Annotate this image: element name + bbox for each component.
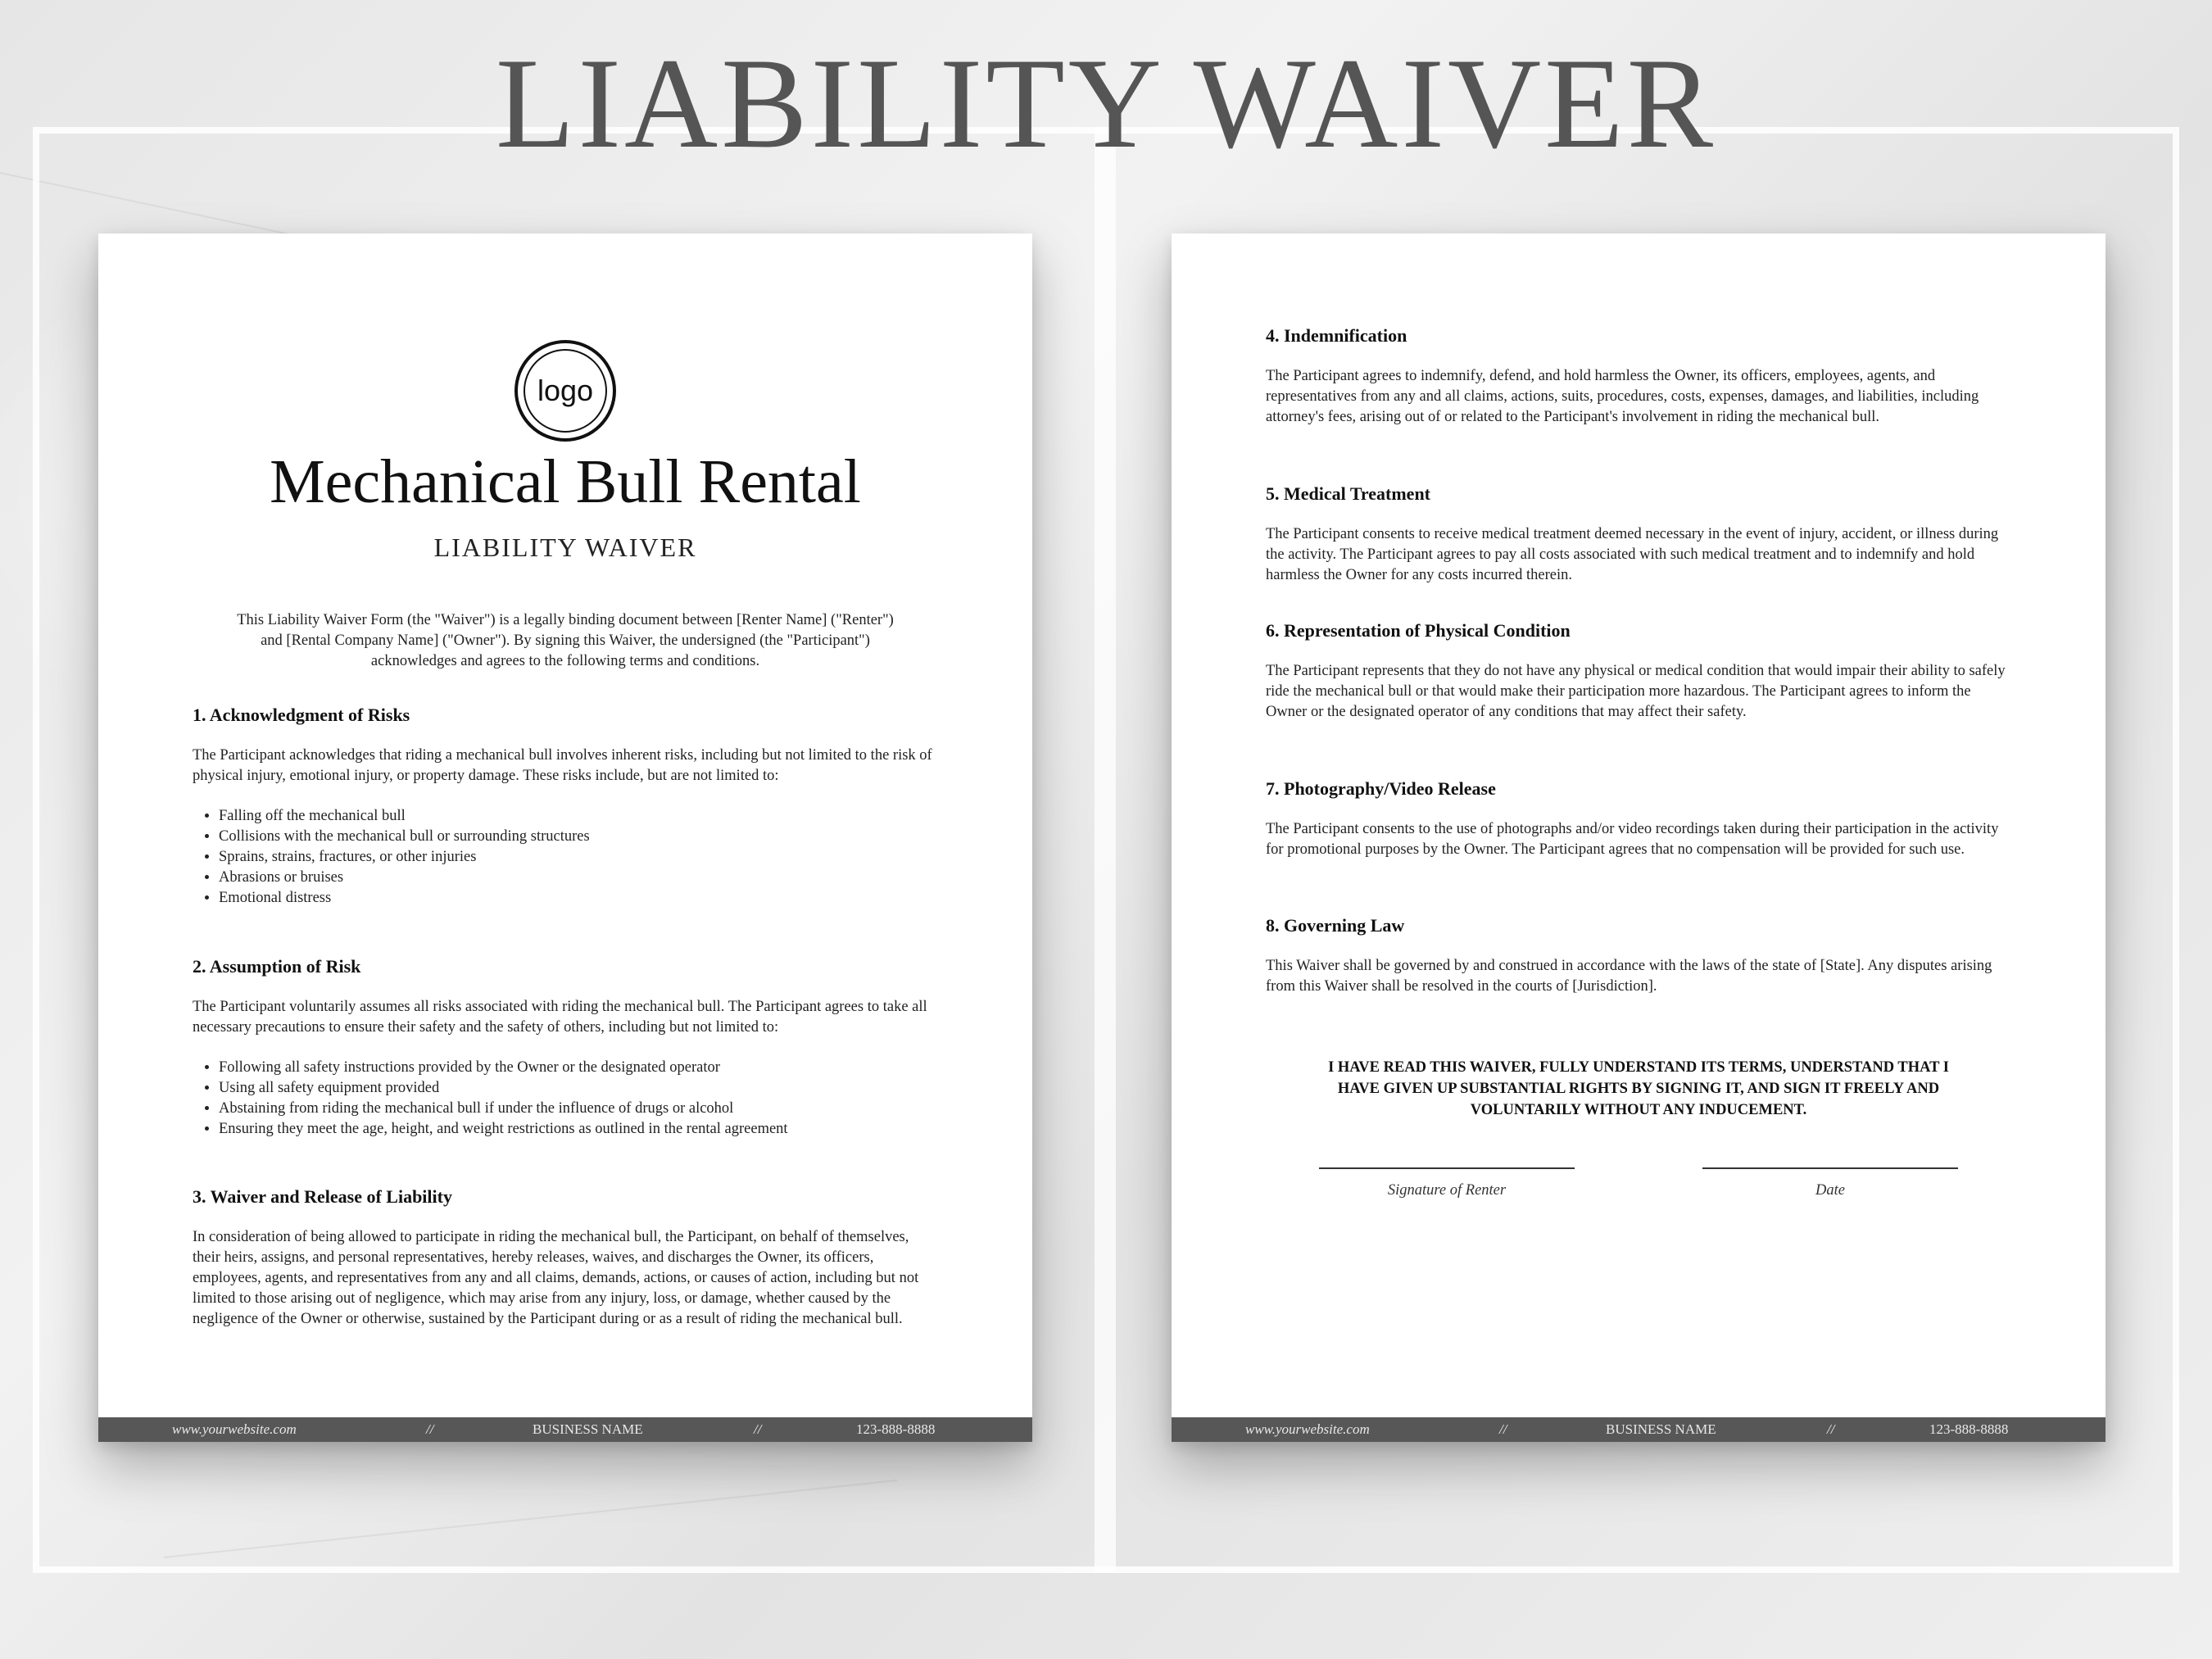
- section-heading: 6. Representation of Physical Condition: [1266, 620, 1571, 641]
- section-heading: 3. Waiver and Release of Liability: [193, 1186, 452, 1207]
- list-item: • Sprains, strains, fractures, or other injuries: [219, 847, 938, 868]
- page-footer: [98, 1417, 1032, 1442]
- document-title: Mechanical Bull Rental: [270, 447, 861, 516]
- date-line: [1702, 1167, 1958, 1169]
- section-assumption-of-risk: [193, 956, 938, 1140]
- risk-list: [193, 806, 938, 909]
- date-label: Date: [1815, 1182, 1845, 1199]
- acknowledgment-statement: I HAVE READ THIS WAIVER, FULLY UNDERSTAND ITS TERMS, UNDERSTAND THAT I HAVE GIVEN UP SUBSTANTIAL RIGHTS BY SIGNING IT, AND SIGN IT FREELY AND VOLUNTARILY WITHOUT ANY INDUCEMENT.: [1328, 1059, 1949, 1118]
- list-item: • Collisions with the mechanical bull or surrounding structures: [219, 827, 938, 847]
- section-acknowledgment-of-risks: [193, 705, 938, 909]
- footer-separator: //: [426, 1421, 434, 1437]
- list-item: • Following all safety instructions provided by the Owner or the designated operator: [219, 1058, 938, 1078]
- document-subtitle: LIABILITY WAIVER: [433, 533, 697, 562]
- footer-website: www.yourwebsite.com: [172, 1421, 297, 1437]
- section-physical-condition: [1266, 620, 2011, 723]
- list-item: • Emotional distress: [219, 888, 938, 909]
- footer-separator: //: [754, 1421, 762, 1437]
- section-body: The Participant agrees to indemnify, defend, and hold harmless the Owner, its officers, employees, agents, and representatives from any and all claims, actions, suits, procedures, costs, expenses, damages, and liabilities, including attorney's fees, arising out of or related to the Participant's involvement in riding the mechanical bull.: [1266, 368, 1979, 425]
- backdrop-divider: [1095, 127, 1116, 1573]
- precaution-list: [193, 1058, 938, 1140]
- section-heading: 1. Acknowledgment of Risks: [193, 705, 410, 725]
- footer-phone: 123-888-8888: [856, 1421, 936, 1437]
- banner-title: LIABILITY WAIVER: [495, 32, 1717, 175]
- list-item: • Abrasions or bruises: [219, 868, 938, 888]
- signature-line: [1319, 1167, 1575, 1169]
- section-body: The Participant consents to the use of photographs and/or video recordings taken during their participation in the activity for promotional purposes by the Owner. The Participant agrees that no compensation will be provided for such use.: [1266, 821, 1999, 858]
- section-waiver-and-release: [193, 1186, 938, 1330]
- document-page-2: [1172, 233, 2105, 1442]
- footer-phone: 123-888-8888: [1929, 1421, 2009, 1437]
- section-heading: 5. Medical Treatment: [1266, 483, 1431, 504]
- section-photography-release: [1266, 778, 2011, 860]
- section-body: In consideration of being allowed to participate in riding the mechanical bull, the Participant, on behalf of themselves, their heirs, assigns, and personal representatives, hereby releases, waives, and discharges the Owner, its officers, employees, agents, and representatives from any and all claims, demands, actions, or causes of action, including but not limited to those arising out of negligence, which may arise from any injury, loss, or damage, whether caused by the negligence of the Owner or otherwise, sustained by the Participant during or as a result of riding the mechanical bull.: [193, 1229, 919, 1327]
- section-governing-law: [1266, 915, 2011, 997]
- section-indemnification: [1266, 325, 2011, 428]
- list-item: • Abstaining from riding the mechanical bull if under the influence of drugs or alcohol: [219, 1099, 938, 1119]
- footer-website: www.yourwebsite.com: [1245, 1421, 1370, 1437]
- section-body: The Participant represents that they do not have any physical or medical condition that would impair their ability to safely ride the mechanical bull or that would make their participation more hazardous. The Participant agrees to inform the Owner or the designated operator of any conditions that may affect their safety.: [1266, 663, 2006, 720]
- section-heading: 2. Assumption of Risk: [193, 956, 361, 977]
- footer-separator: //: [1827, 1421, 1835, 1437]
- document-page-1: [98, 233, 1032, 1442]
- section-heading: 4. Indemnification: [1266, 325, 1407, 346]
- section-medical-treatment: [1266, 483, 2011, 586]
- logo-text: logo: [524, 349, 607, 433]
- logo: [514, 340, 616, 442]
- section-heading: 7. Photography/Video Release: [1266, 778, 1496, 799]
- section-body: This Waiver shall be governed by and construed in accordance with the laws of the state of [State]. Any disputes arising from this Waiver shall be resolved in the courts of [Jurisdiction].: [1266, 958, 1992, 995]
- footer-business-name: BUSINESS NAME: [1606, 1421, 1716, 1437]
- signature-label: Signature of Renter: [1387, 1182, 1507, 1199]
- list-item: • Using all safety equipment provided: [219, 1078, 938, 1099]
- footer-business-name: BUSINESS NAME: [533, 1421, 643, 1437]
- list-item: • Ensuring they meet the age, height, and weight restrictions as outlined in the rental agreement: [219, 1119, 938, 1140]
- intro-paragraph: This Liability Waiver Form (the "Waiver") is a legally binding document between [Renter Name] ("Renter") and [Rental Company Name] ("Owner"). By signing this Waiver, the undersigned (the "Participant") acknowledges and agrees to the following terms and conditions.: [237, 612, 894, 669]
- list-item: • Falling off the mechanical bull: [219, 806, 938, 827]
- footer-separator: //: [1499, 1421, 1507, 1437]
- page-footer: [1172, 1417, 2105, 1442]
- section-body: The Participant acknowledges that riding a mechanical bull involves inherent risks, including but not limited to the risk of physical injury, emotional injury, or property damage. These risks include, but are not limited to:: [193, 747, 932, 784]
- section-heading: 8. Governing Law: [1266, 915, 1405, 936]
- section-body: The Participant consents to receive medical treatment deemed necessary in the event of injury, accident, or illness during the activity. The Participant agrees to pay all costs associated with such medical treatment and to indemnify and hold harmless the Owner for any costs incurred therein.: [1266, 526, 1999, 583]
- section-body: The Participant voluntarily assumes all risks associated with riding the mechanical bull. The Participant agrees to take all necessary precautions to ensure their safety and the safety of others, including but not limited to:: [193, 999, 927, 1036]
